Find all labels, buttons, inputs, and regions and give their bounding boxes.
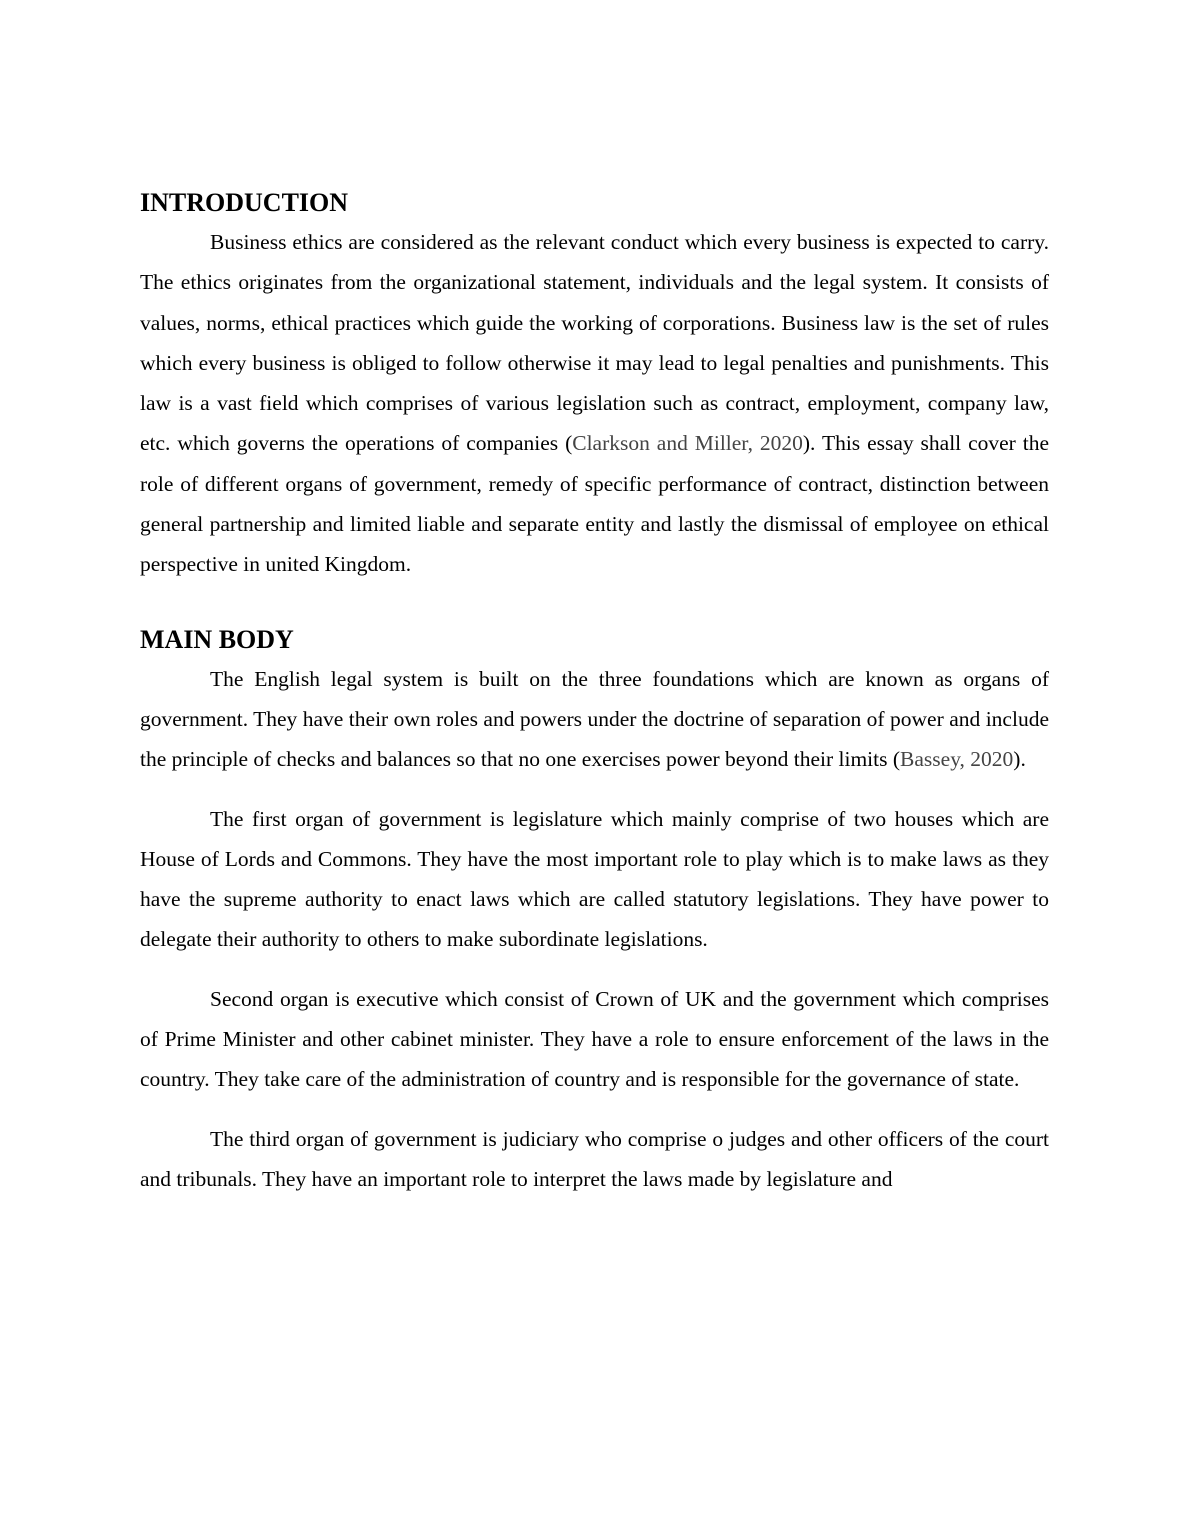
main-body-p1-part2: ).: [1013, 747, 1026, 772]
paragraph-spacer: [140, 960, 1049, 979]
paragraph-spacer: [140, 780, 1049, 799]
introduction-heading: INTRODUCTION: [140, 188, 349, 217]
main-body-paragraph-3: Second organ is executive which consist of Crown of UK and the government which comprises of Prime Minister and other cabinet minister. They have a role to ensure enforcement of the laws in the country. They take care of the administration of country and is responsible for the governance of state.: [140, 986, 1049, 1092]
introduction-text-part2: ). This essay shall cover the role of different organs of government, remedy of specific performance of contract, distinction between general partnership and limited liable and separate entity and lastly the dismissal of employee on ethical perspective in united Kingdom.: [140, 431, 1049, 577]
main-body-paragraph-4: The third organ of government is judiciary who comprise o judges and other officers of the court and tribunals. They have an important role to interpret the laws made by legislature and: [140, 1126, 1049, 1191]
main-body-p1-part1: The English legal system is built on the three foundations which are known as organs of government. They have their own roles and powers under the doctrine of separation of power and include the principle of checks and balances so that no one exercises power beyond their limits (: [140, 666, 1049, 772]
section-spacer: [140, 585, 1049, 621]
main-body-paragraph-1: [140, 659, 1049, 780]
main-body-heading: MAIN BODY: [140, 624, 294, 654]
paragraph-spacer: [140, 1100, 1049, 1119]
introduction-paragraph: [140, 222, 1049, 585]
citation-bassey: Bassey, 2020: [900, 747, 1014, 772]
citation-clarkson-miller: Clarkson and Miller, 2020: [572, 431, 803, 456]
page-content: [140, 184, 1049, 1199]
introduction-text-part1: Business ethics are considered as the relevant conduct which every business is expected to carry. The ethics originates from the organizational statement, individuals and the legal system. It consists of values, norms, ethical practices which guide the working of corporations. Business law is the set of rules which every business is obliged to follow otherwise it may lead to legal penalties and punishments. This law is a vast field which comprises of various legislation such as contract, employment, company law, etc. which governs the operations of companies (: [140, 230, 1049, 456]
main-body-paragraph-2: The first organ of government is legislature which mainly comprise of two houses which are House of Lords and Commons. They have the most important role to play which is to make laws as they have the supreme authority to enact laws which are called statutory legislations. They have power to delegate their authority to others to make subordinate legislations.: [140, 806, 1049, 952]
